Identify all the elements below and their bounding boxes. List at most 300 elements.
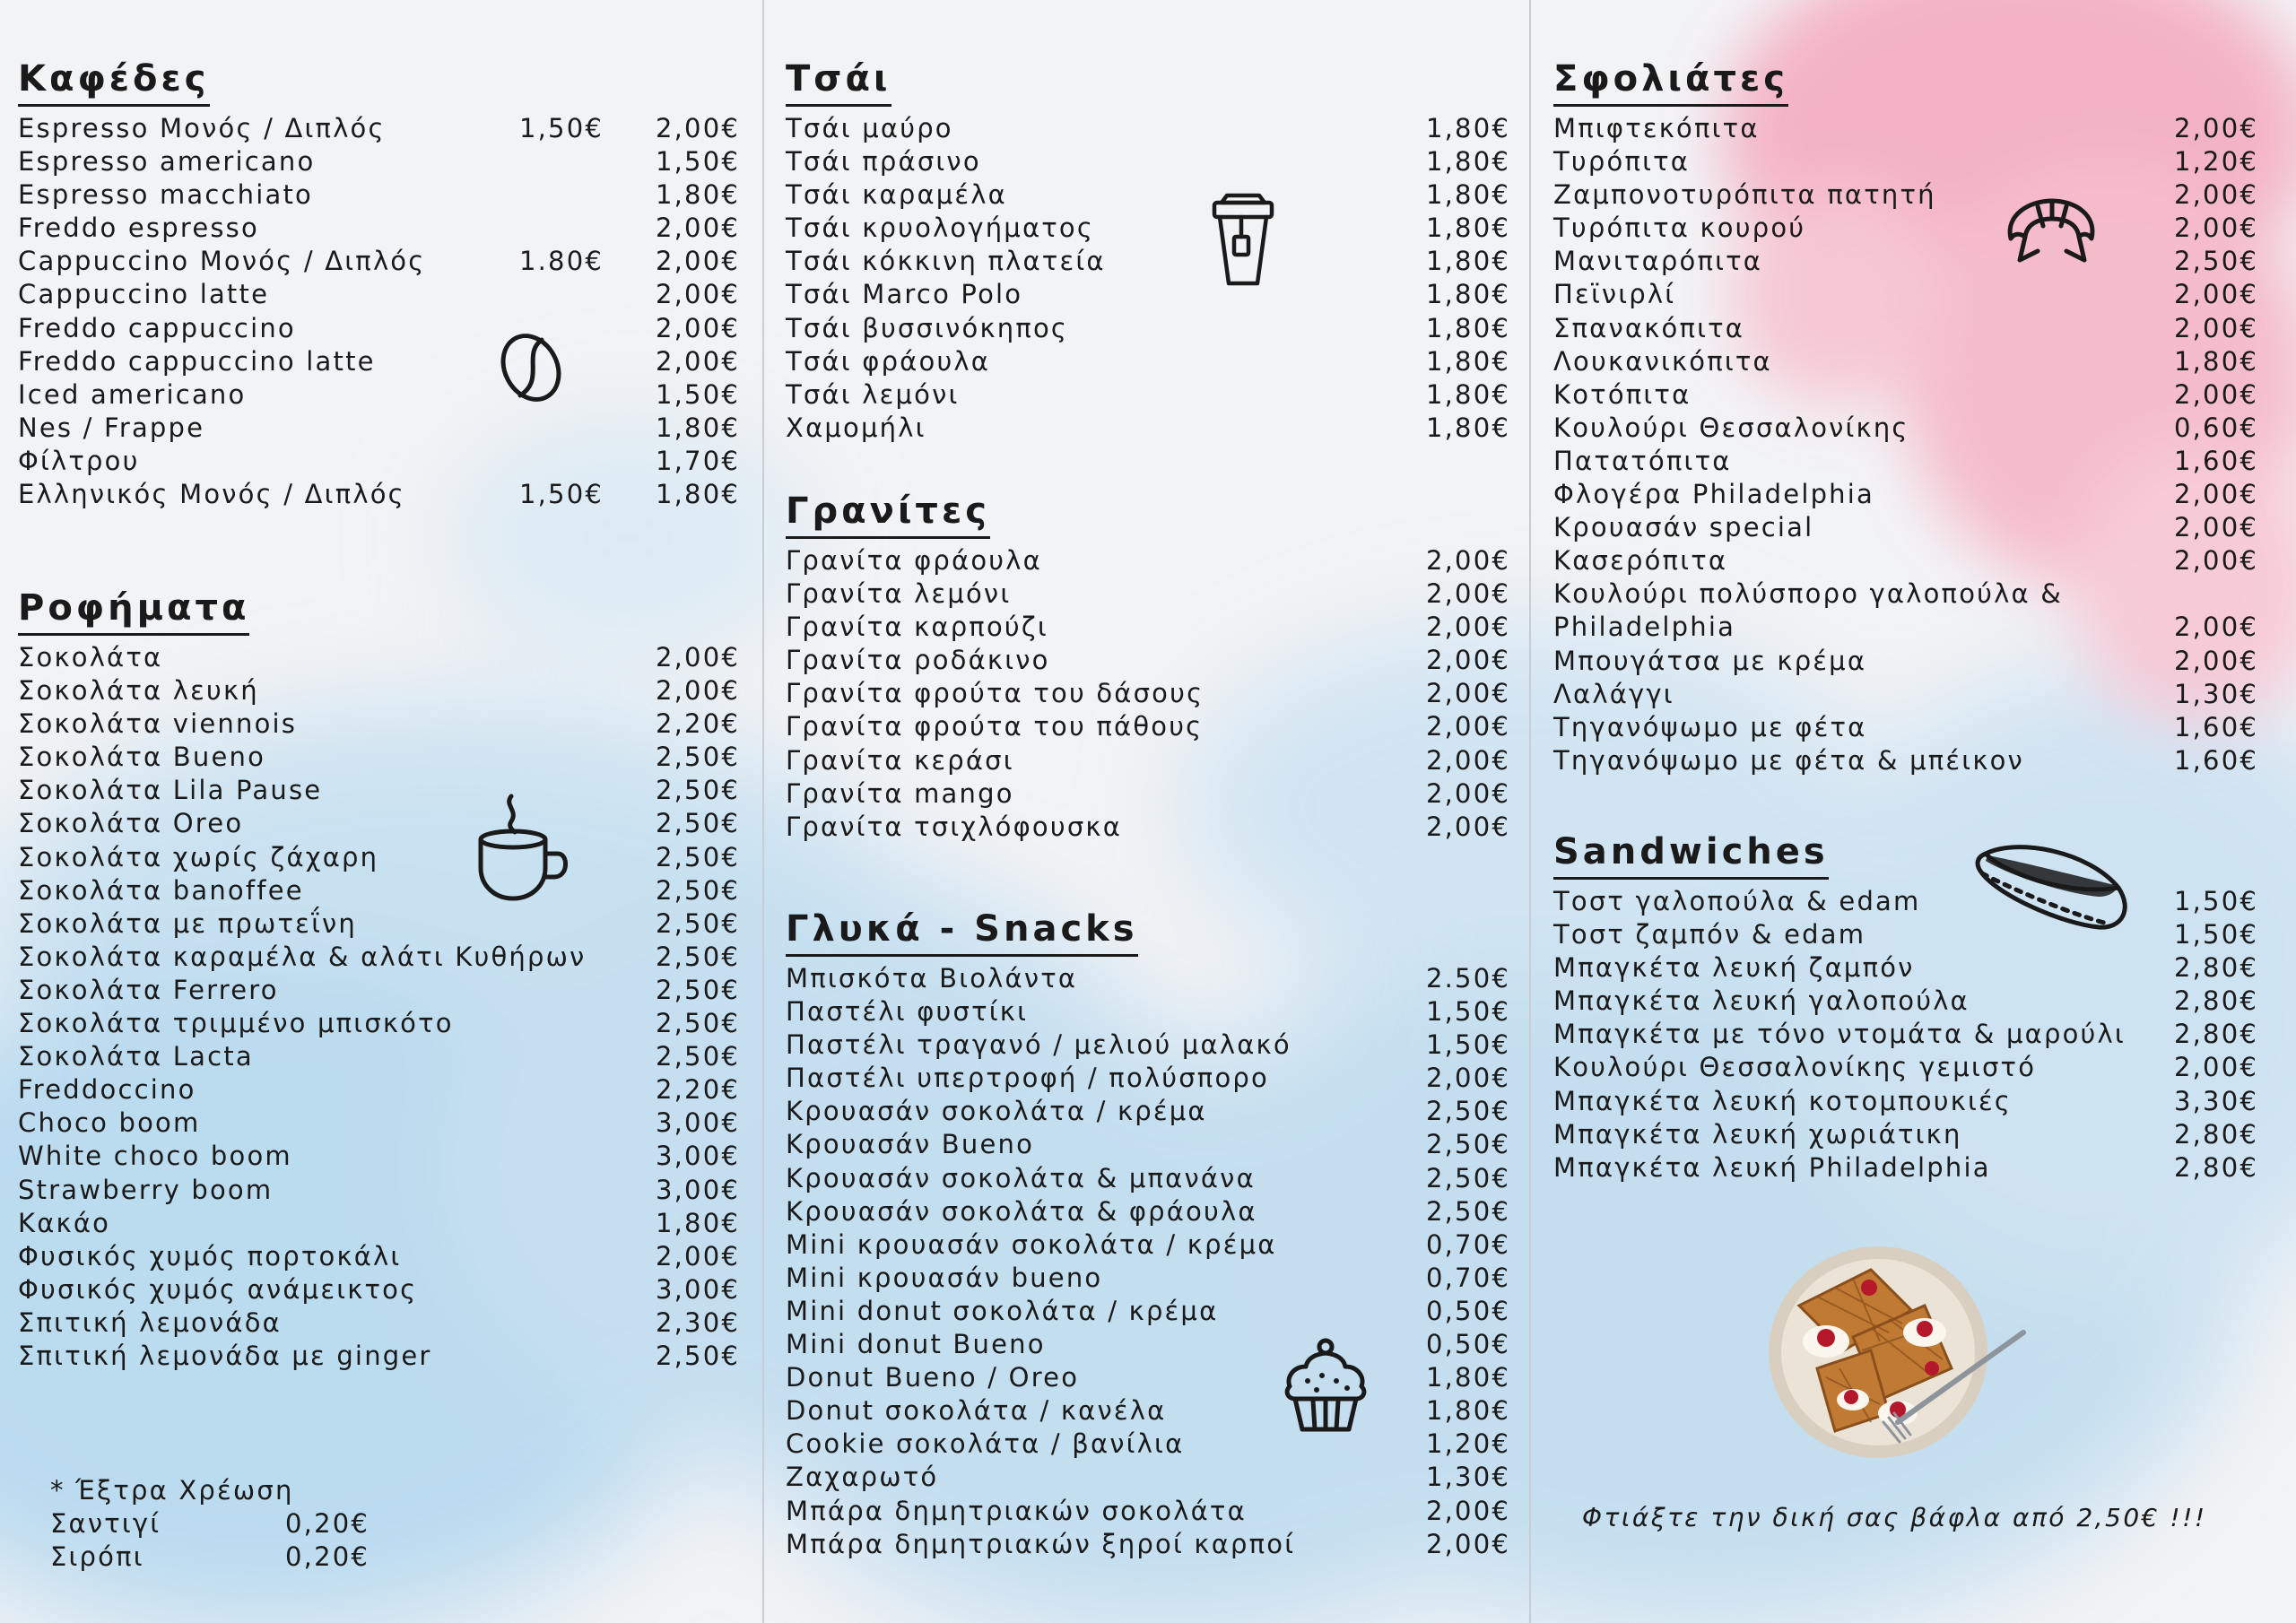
menu-item-name: Τοστ γαλοπούλα & edam xyxy=(1553,886,1921,916)
menu-item-price: 2,30€ xyxy=(655,1306,740,1338)
menu-item xyxy=(786,1128,1510,1161)
menu-item-name: Φυσικός χυμός ανάμεικτος xyxy=(18,1273,418,1305)
menu-item-name: Mini κρουασάν σοκολάτα / κρέμα xyxy=(786,1228,1277,1260)
menu-item xyxy=(1553,1151,2258,1185)
menu-column-1 xyxy=(18,0,740,1623)
menu-item-price: 2,00€ xyxy=(1425,612,1510,643)
menu-item-name: Strawberry boom xyxy=(18,1174,274,1205)
section-pies xyxy=(1553,56,2258,777)
menu-item-price: 1,80€ xyxy=(655,412,740,443)
section-title: Τσάι xyxy=(786,56,891,107)
section-title: Γλυκά - Snacks xyxy=(786,906,1138,957)
menu-item-name: Τσάι φράουλα xyxy=(786,345,991,377)
menu-item-price: 1,80€ xyxy=(1425,179,1510,211)
menu-item-price: 2,20€ xyxy=(655,708,740,740)
sandwich-items xyxy=(1553,885,2258,1185)
menu-item-name: Donut Bueno / Oreo xyxy=(786,1362,1080,1393)
menu-item-name: Τηγανόψωμο με φέτα & μπέικον xyxy=(1553,744,2024,776)
menu-item xyxy=(18,741,740,774)
menu-item-name: Γρανίτα ροδάκινο xyxy=(786,645,1050,676)
menu-item xyxy=(786,710,1510,743)
menu-item-name: Γρανίτα καρπούζι xyxy=(786,612,1048,643)
menu-item-name: Σοκολάτα Bueno xyxy=(18,742,266,773)
menu-item xyxy=(1553,1118,2258,1151)
menu-item xyxy=(18,278,740,311)
menu-item xyxy=(18,641,740,674)
menu-item-price: 2,00€ xyxy=(2173,179,2258,211)
menu-item xyxy=(786,112,1510,145)
menu-item xyxy=(1553,312,2258,345)
menu-item-price-single: 1,50€ xyxy=(518,113,604,143)
menu-item-name: Cookie σοκολάτα / βανίλια xyxy=(786,1428,1185,1460)
menu-item-name: Τσάι βυσσινόκηπος xyxy=(786,312,1069,343)
menu-item xyxy=(786,1361,1510,1394)
menu-item-price: 1,60€ xyxy=(2173,744,2258,776)
menu-item-name: Τοστ ζαμπόν & edam xyxy=(1553,919,1866,950)
menu-item-price: 2,50€ xyxy=(655,742,740,773)
menu-item xyxy=(1553,178,2258,212)
menu-item-price: 1,80€ xyxy=(1425,246,1510,277)
menu-item-name: Κρουασάν σοκολάτα / κρέμα xyxy=(786,1096,1207,1127)
menu-item-name: Ελληνικός Μονός / Διπλός xyxy=(18,479,405,510)
menu-item-name: Γρανίτα λεμόνι xyxy=(786,578,1012,610)
menu-item-price: 1,80€ xyxy=(2173,345,2258,377)
menu-item-name: Γρανίτα φρούτα του δάσους xyxy=(786,678,1205,709)
menu-item-name: Πατατόπιτα xyxy=(1553,445,1732,476)
menu-item xyxy=(18,412,740,445)
menu-item-price: 1,60€ xyxy=(2173,445,2258,476)
menu-item xyxy=(18,112,740,145)
menu-item xyxy=(786,777,1510,811)
menu-item-name: Freddo espresso xyxy=(18,213,259,244)
menu-item-price: 1,80€ xyxy=(1425,113,1510,143)
waffle-plate-photo xyxy=(1763,1234,2032,1476)
menu-item-price: 2,00€ xyxy=(2173,213,2258,244)
menu-item xyxy=(1553,611,2258,644)
menu-item-price: 2,00€ xyxy=(2173,113,2258,143)
menu-item xyxy=(786,345,1510,378)
menu-item-price: 2,00€ xyxy=(2173,1052,2258,1083)
coffee-items xyxy=(18,112,740,511)
menu-item-name: Nes / Frappe xyxy=(18,412,205,443)
section-coffees xyxy=(18,56,740,511)
menu-item-name: Μπαγκέτα με τόνο ντομάτα & μαρούλι xyxy=(1553,1019,2126,1050)
menu-item-name: Παστέλι υπερτροφή / πολύσπορο xyxy=(786,1063,1269,1094)
menu-item xyxy=(1553,112,2258,145)
menu-item-name: Σοκολάτα xyxy=(18,642,163,673)
menu-item xyxy=(786,811,1510,844)
menu-item-name: Σοκολάτα λευκή xyxy=(18,675,259,707)
menu-item xyxy=(18,345,740,378)
menu-item xyxy=(786,412,1510,445)
menu-item-name: Μανιταρόπιτα xyxy=(1553,246,1763,277)
menu-item xyxy=(786,644,1510,677)
menu-item xyxy=(786,611,1510,644)
menu-item-price: 2,50€ xyxy=(655,874,740,906)
menu-item xyxy=(1553,544,2258,577)
menu-item-price: 2,50€ xyxy=(655,1008,740,1039)
menu-item-price: 2,00€ xyxy=(1425,578,1510,610)
menu-item-price: 2,80€ xyxy=(2173,985,2258,1017)
menu-item-price: 1,50€ xyxy=(1425,996,1510,1028)
menu-item-name: Σοκολάτα Oreo xyxy=(18,808,244,839)
menu-item-name: Τυρόπιτα κουρού xyxy=(1553,213,1806,244)
granita-items xyxy=(786,544,1510,844)
menu-item xyxy=(1553,577,2258,611)
menu-item xyxy=(786,1228,1510,1262)
menu-item-price: 2,50€ xyxy=(655,775,740,806)
menu-item-name: Σπανακόπιτα xyxy=(1553,312,1745,343)
menu-item-price: 1,30€ xyxy=(1425,1462,1510,1493)
menu-item xyxy=(786,312,1510,345)
menu-item-price: 2,00€ xyxy=(2173,545,2258,577)
menu-item xyxy=(18,941,740,974)
menu-item-name: Μπαγκέτα λευκή ζαμπόν xyxy=(1553,952,1915,984)
extra-item-name: Σιρόπι xyxy=(50,1541,144,1572)
section-sandwiches xyxy=(1553,829,2258,1185)
menu-item xyxy=(1553,145,2258,178)
menu-item-price: 2,80€ xyxy=(2173,1118,2258,1150)
menu-item-price: 2,00€ xyxy=(655,345,740,377)
menu-item xyxy=(786,178,1510,212)
menu-item xyxy=(786,1394,1510,1428)
menu-item-name: Freddo cappuccino xyxy=(18,312,296,343)
menu-item-price: 2,50€ xyxy=(1425,1096,1510,1127)
menu-item xyxy=(18,1007,740,1040)
menu-item-name: Μπουγάτσα με κρέμα xyxy=(1553,645,1867,676)
menu-item-price: 1,80€ xyxy=(655,179,740,211)
menu-item-name: Cappuccino Μονός / Διπλός xyxy=(18,246,426,277)
menu-item-price-single: 1.80€ xyxy=(518,246,604,277)
menu-item-name: Πεϊνιρλί xyxy=(1553,279,1676,310)
menu-item-name: Donut σοκολάτα / κανέλα xyxy=(786,1395,1167,1427)
menu-item xyxy=(1553,951,2258,985)
menu-item-price: 1,70€ xyxy=(655,445,740,476)
extra-item-price: 0,20€ xyxy=(285,1541,370,1572)
menu-item-price: 2,00€ xyxy=(1425,1495,1510,1526)
section-tea xyxy=(786,56,1510,445)
sweet-snack-items xyxy=(786,962,1510,1561)
menu-item xyxy=(1553,1085,2258,1118)
menu-item-name: Κρουασάν σοκολάτα & φράουλα xyxy=(786,1195,1257,1227)
menu-item-price: 2,80€ xyxy=(2173,1151,2258,1183)
section-title: Γρανίτες xyxy=(786,488,990,539)
menu-item xyxy=(786,577,1510,611)
menu-item-price: 2,00€ xyxy=(2173,479,2258,510)
menu-item-price: 2,00€ xyxy=(1425,777,1510,809)
waffle-note: Φτιάξτε την δική σας βάφλα από 2,50€ !!! xyxy=(1582,1503,2207,1532)
menu-item xyxy=(786,1295,1510,1328)
menu-item-price: 0,50€ xyxy=(1425,1329,1510,1360)
menu-item-price: 2,00€ xyxy=(1425,645,1510,676)
menu-item-name: Φλογέρα Philadelphia xyxy=(1553,479,1874,510)
menu-item xyxy=(1553,645,2258,678)
menu-item-price: 2,50€ xyxy=(1425,1195,1510,1227)
menu-item-price: 2,00€ xyxy=(2173,279,2258,310)
menu-item-name: Iced americano xyxy=(18,378,247,410)
menu-item-name: Τσάι καραμέλα xyxy=(786,179,1007,211)
menu-item-price: 2,00€ xyxy=(655,246,740,277)
fold-line-1 xyxy=(762,0,764,1623)
menu-item xyxy=(18,1207,740,1240)
menu-item xyxy=(18,774,740,807)
menu-item xyxy=(786,278,1510,311)
menu-item-price: 2,50€ xyxy=(655,974,740,1005)
menu-item xyxy=(1553,744,2258,777)
baguette-sandwich-icon xyxy=(1964,834,2135,946)
menu-item-price: 1,80€ xyxy=(655,1207,740,1238)
menu-item xyxy=(18,1273,740,1306)
menu-item xyxy=(18,445,740,478)
extra-charges xyxy=(50,1474,391,1574)
menu-item-price: 2,00€ xyxy=(655,642,740,673)
menu-item-name: Freddo cappuccino latte xyxy=(18,345,376,377)
menu-item-name: Σπιτική λεμονάδα με ginger xyxy=(18,1340,432,1371)
menu-item-name: Choco boom xyxy=(18,1107,201,1139)
section-title: Σφολιάτες xyxy=(1553,56,1788,107)
menu-item-name: Mini donut Bueno xyxy=(786,1329,1046,1360)
menu-item-name: Μπάρα δημητριακών ξηροί καρποί xyxy=(786,1528,1296,1559)
menu-item-name: Τσάι κόκκινη πλατεία xyxy=(786,246,1106,277)
menu-item-name: Σοκολάτα χωρίς ζάχαρη xyxy=(18,841,379,872)
hot-cup-icon xyxy=(468,789,576,906)
extra-item xyxy=(50,1507,391,1541)
menu-item-price: 2,50€ xyxy=(1425,1162,1510,1193)
menu-item xyxy=(18,478,740,511)
menu-item-name: Μπαγκέτα λευκή γαλοπούλα xyxy=(1553,985,1970,1017)
menu-item-price: 2,00€ xyxy=(2173,645,2258,676)
menu-item-price: 2,00€ xyxy=(655,113,740,143)
menu-item-price: 3,00€ xyxy=(655,1107,740,1139)
menu-item-price: 2,00€ xyxy=(2173,612,2258,643)
menu-item xyxy=(1553,245,2258,278)
menu-item-name: Philadelphia xyxy=(1553,612,1736,643)
menu-item xyxy=(1553,345,2258,378)
menu-item-price: 2,00€ xyxy=(2173,312,2258,343)
menu-item-name: Σοκολάτα με πρωτεΐνη xyxy=(18,907,357,939)
menu-item-name: Espresso macchiato xyxy=(18,179,313,211)
extra-charges-title: * Έξτρα Χρέωση xyxy=(50,1475,294,1506)
menu-item-price: 1,30€ xyxy=(2173,678,2258,709)
menu-item xyxy=(786,962,1510,995)
menu-item-price: 1,60€ xyxy=(2173,711,2258,742)
menu-item-price: 1,80€ xyxy=(1425,412,1510,443)
menu-item-name: Σοκολάτα τριμμένο μπισκότο xyxy=(18,1008,454,1039)
menu-item-price: 1,20€ xyxy=(1425,1428,1510,1460)
menu-item xyxy=(786,145,1510,178)
menu-item xyxy=(18,807,740,840)
menu-item-price: 2,00€ xyxy=(2173,512,2258,543)
menu-item xyxy=(1553,1018,2258,1051)
menu-item-name: Σπιτική λεμονάδα xyxy=(18,1306,282,1338)
coffee-bean-icon xyxy=(495,327,567,408)
menu-item-price: 2,50€ xyxy=(655,941,740,972)
menu-item-price: 2,50€ xyxy=(655,1041,740,1072)
menu-item xyxy=(18,245,740,278)
menu-item-price: 3,00€ xyxy=(655,1273,740,1305)
menu-item-price: 1,80€ xyxy=(1425,378,1510,410)
menu-item-price: 2,50€ xyxy=(655,1340,740,1371)
menu-item-price: 2,00€ xyxy=(1425,545,1510,576)
menu-item-name: Γρανίτα φρούτα του πάθους xyxy=(786,711,1204,742)
menu-item-name: Τσάι μαύρο xyxy=(786,113,953,143)
menu-item xyxy=(18,378,740,412)
menu-item-price: 3,00€ xyxy=(655,1141,740,1172)
menu-item-price: 1,50€ xyxy=(2173,919,2258,950)
menu-item-price: 0,70€ xyxy=(1425,1228,1510,1260)
croissant-icon xyxy=(2002,188,2100,269)
menu-item-price: 1,20€ xyxy=(2173,146,2258,178)
menu-item-price: 2,00€ xyxy=(655,312,740,343)
menu-item xyxy=(786,1162,1510,1195)
menu-item xyxy=(1553,511,2258,544)
menu-item-name: Freddoccino xyxy=(18,1074,196,1106)
menu-item xyxy=(18,1306,740,1340)
takeaway-tea-cup-icon xyxy=(1209,190,1277,289)
menu-item xyxy=(18,1107,740,1140)
menu-item xyxy=(1553,885,2258,918)
menu-item-name: Κακάο xyxy=(18,1207,111,1238)
menu-item xyxy=(18,1174,740,1207)
fold-line-2 xyxy=(1529,0,1531,1623)
menu-item xyxy=(1553,212,2258,245)
menu-item-name: Σοκολάτα banoffee xyxy=(18,874,304,906)
section-granitas xyxy=(786,488,1510,844)
menu-item-price: 2,00€ xyxy=(1425,711,1510,742)
menu-item-name: Τσάι πράσινο xyxy=(786,146,981,178)
menu-item-name: Σοκολάτα viennois xyxy=(18,708,298,740)
menu-item-price: 2,20€ xyxy=(655,1074,740,1106)
menu-item-name: Cappuccino latte xyxy=(18,279,270,310)
menu-item-name: Γρανίτα φράουλα xyxy=(786,545,1042,576)
menu-item xyxy=(18,1073,740,1107)
menu-item-name: Φίλτρου xyxy=(18,445,140,476)
menu-item-name: Κρουασάν Bueno xyxy=(786,1129,1035,1160)
menu-item-name: White choco boom xyxy=(18,1141,292,1172)
menu-item-name: Λαλάγγι xyxy=(1553,678,1674,709)
menu-item xyxy=(18,974,740,1007)
menu-item-name: Σοκολάτα Lacta xyxy=(18,1041,254,1072)
menu-item-name: Μπαγκέτα λευκή χωριάτικη xyxy=(1553,1118,1962,1150)
menu-item xyxy=(786,1495,1510,1528)
menu-item-price: 2,00€ xyxy=(2173,378,2258,410)
menu-item-name: Κασερόπιτα xyxy=(1553,545,1728,577)
menu-item-price: 1,80€ xyxy=(1425,345,1510,377)
menu-item-name: Χαμομήλι xyxy=(786,412,926,443)
menu-item xyxy=(18,841,740,874)
menu-item-price: 1,80€ xyxy=(1425,213,1510,244)
menu-item-name: Τσάι Marco Polo xyxy=(786,279,1023,310)
section-hot-drinks xyxy=(18,585,740,1373)
menu-item-price: 2.50€ xyxy=(1425,963,1510,994)
menu-item-name: Φυσικός χυμός πορτοκάλι xyxy=(18,1240,402,1271)
menu-item-price: 2,50€ xyxy=(655,808,740,839)
extra-item-name: Σαντιγί xyxy=(50,1508,161,1539)
menu-item xyxy=(786,212,1510,245)
menu-item xyxy=(18,707,740,741)
menu-item xyxy=(786,544,1510,577)
menu-item-name: Τηγανόψωμο με φέτα xyxy=(1553,711,1867,742)
menu-item xyxy=(786,1428,1510,1461)
menu-item-name: Σοκολάτα καραμέλα & αλάτι Κυθήρων xyxy=(18,941,587,972)
extra-item xyxy=(50,1541,391,1574)
menu-item xyxy=(18,674,740,707)
menu-item xyxy=(786,1528,1510,1561)
menu-item xyxy=(786,1062,1510,1095)
menu-item xyxy=(786,995,1510,1028)
menu-item xyxy=(18,874,740,907)
menu-item xyxy=(1553,412,2258,445)
menu-item-name: Mini κρουασάν bueno xyxy=(786,1262,1103,1293)
menu-item-price: 3,00€ xyxy=(655,1174,740,1205)
menu-item-price: 1,80€ xyxy=(1425,279,1510,310)
menu-item xyxy=(18,178,740,212)
menu-item-price: 2,50€ xyxy=(655,841,740,872)
menu-item xyxy=(18,1240,740,1273)
menu-item-name: Κοτόπιτα xyxy=(1553,378,1692,410)
menu-item-price: 1,50€ xyxy=(655,378,740,410)
menu-item-name: Τσάι κρυολογήματος xyxy=(786,213,1095,244)
menu-item xyxy=(18,1040,740,1073)
menu-item xyxy=(1553,445,2258,478)
menu-item xyxy=(1553,918,2258,951)
menu-item-name: Παστέλι φυστίκι xyxy=(786,996,1029,1028)
menu-item-price: 1,80€ xyxy=(655,479,740,510)
menu-item-price: 2,00€ xyxy=(655,675,740,707)
menu-item-name: Κρουασάν special xyxy=(1553,512,1814,543)
menu-item-name: Κουλούρι Θεσσαλονίκης xyxy=(1553,412,1909,443)
menu-item-price: 2,50€ xyxy=(1425,1129,1510,1160)
pie-items xyxy=(1553,112,2258,777)
menu-item-name: Σοκολάτα Lila Pause xyxy=(18,775,323,806)
menu-item-name: Τσάι λεμόνι xyxy=(786,378,960,410)
menu-item-price: 2,50€ xyxy=(2173,246,2258,277)
menu-item-price: 1,80€ xyxy=(1425,1362,1510,1393)
menu-item-name: Σοκολάτα Ferrero xyxy=(18,974,279,1005)
cupcake-icon xyxy=(1281,1336,1370,1435)
menu-item-price: 2,00€ xyxy=(1425,678,1510,709)
menu-item-name: Παστέλι τραγανό / μελιού μαλακό xyxy=(786,1029,1292,1061)
menu-item xyxy=(786,744,1510,777)
menu-item-name: Λουκανικόπιτα xyxy=(1553,345,1772,377)
section-title: Sandwiches xyxy=(1553,829,1829,880)
menu-item xyxy=(1553,1051,2258,1084)
menu-item-name: Κουλούρι Θεσσαλονίκης γεμιστό xyxy=(1553,1052,2037,1083)
menu-item-price: 1,50€ xyxy=(655,146,740,178)
menu-item-price: 0,60€ xyxy=(2173,412,2258,443)
menu-item xyxy=(1553,985,2258,1018)
menu-item xyxy=(18,312,740,345)
menu-item xyxy=(786,1328,1510,1361)
extra-item-price: 0,20€ xyxy=(285,1508,370,1539)
menu-item-name: Γρανίτα mango xyxy=(786,777,1014,809)
menu-item-price: 2,00€ xyxy=(1425,811,1510,842)
menu-item-price: 2,80€ xyxy=(2173,952,2258,984)
menu-item-price: 1,80€ xyxy=(1425,146,1510,178)
menu-item xyxy=(786,1262,1510,1295)
menu-item-name: Μπαγκέτα λευκή κοτομπουκιές xyxy=(1553,1085,2013,1116)
menu-item xyxy=(786,1095,1510,1128)
menu-item-price-single: 1,50€ xyxy=(518,479,604,510)
menu-item-name: Μπισκότα Βιολάντα xyxy=(786,963,1078,994)
menu-item-price: 1,50€ xyxy=(2173,886,2258,916)
menu-item xyxy=(786,245,1510,278)
menu-item-price: 2,80€ xyxy=(2173,1019,2258,1050)
menu-item xyxy=(786,1461,1510,1494)
menu-item xyxy=(18,907,740,941)
menu-item xyxy=(1553,378,2258,412)
menu-item-price: 0,70€ xyxy=(1425,1262,1510,1293)
